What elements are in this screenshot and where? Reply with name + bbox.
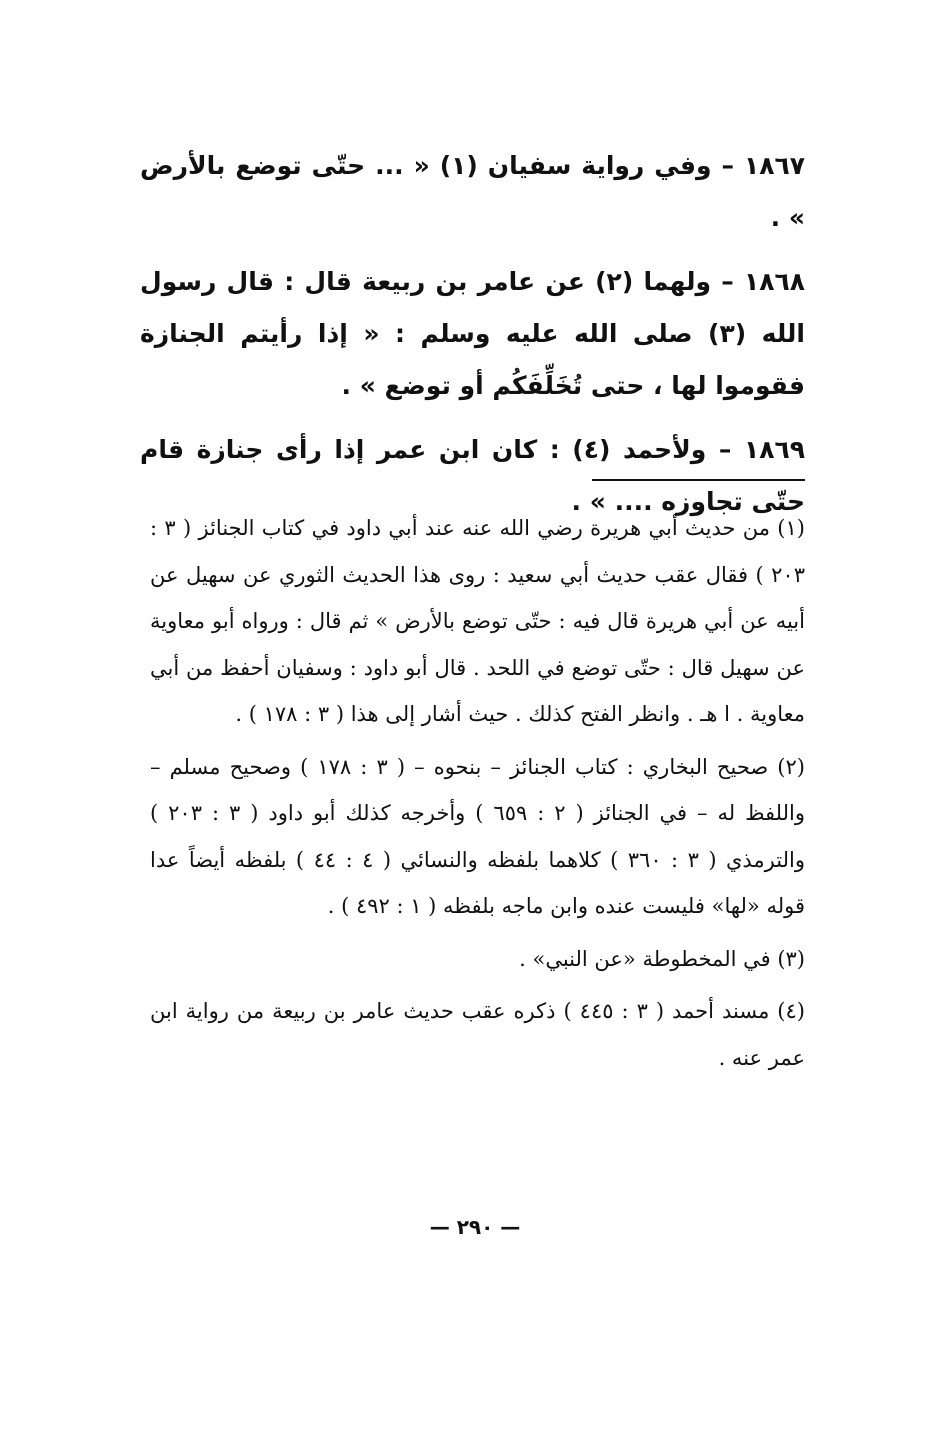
footnote-3: (٣) في المخطوطة «عن النبي» .: [519, 946, 805, 971]
hadith-1868: ١٨٦٨ – ولهما (٢) عن عامر بن ربيعة قال : قال رسول الله (٣) صلى الله عليه وسلم : « إذا رأيتم الجنازة فقوموا لها ، حتى تُخَلِّفَكُم أو توضع » .: [140, 267, 805, 400]
footnote-4: (٤) مسند أحمد ( ٣ : ٤٤٥ ) ذكره عقب حديث عامر بن ربيعة من رواية ابن عمر عنه .: [150, 999, 805, 1070]
hadith-1867: ١٨٦٧ – وفي رواية سفيان (١) « ... حتّى توضع بالأرض » .: [140, 151, 805, 232]
footnote-1: (١) من حديث أبي هريرة رضي الله عنه عند أبي داود في كتاب الجنائز ( ٣ : ٢٠٣ ) فقال عقب حديث أبي سعيد : روى هذا الحديث الثوري عن سهيل عن أبيه عن أبي هريرة قال فيه : حتّى توضع بالأرض » ثم قال : ورواه أبو معاوية عن سهيل قال : حتّى توضع في اللحد . قال أبو داود : وسفيان أحفظ من أبي معاوية . ا هـ . وانظر الفتح كذلك . حيث أشار إلى هذا ( ٣ : ١٧٨ ) .: [150, 516, 805, 726]
footnote-2: (٢) صحيح البخاري : كتاب الجنائز – بنحوه – ( ٣ : ١٧٨ ) وصحيح مسلم – واللفظ له – في الجنائز ( ٢ : ٦٥٩ ) وأخرجه كذلك أبو داود ( ٣ : ٢٠٣ ) والترمذي ( ٣ : ٣٦٠ ) كلاهما بلفظه والنسائي ( ٤ : ٤٤ ) بلفظه أيضاً عدا قوله «لها» فليست عنده وابن ماجه بلفظه ( ١ : ٤٩٢ ) .: [150, 754, 805, 918]
page-number: — ٢٩٠ —: [429, 1215, 521, 1239]
hadith-1869: ١٨٦٩ – ولأحمد (٤) : كان ابن عمر إذا رأى جنازة قام حتّى تجاوزه .... » .: [140, 435, 805, 516]
footnote-separator: [592, 479, 805, 481]
footnotes: [150, 505, 805, 1087]
